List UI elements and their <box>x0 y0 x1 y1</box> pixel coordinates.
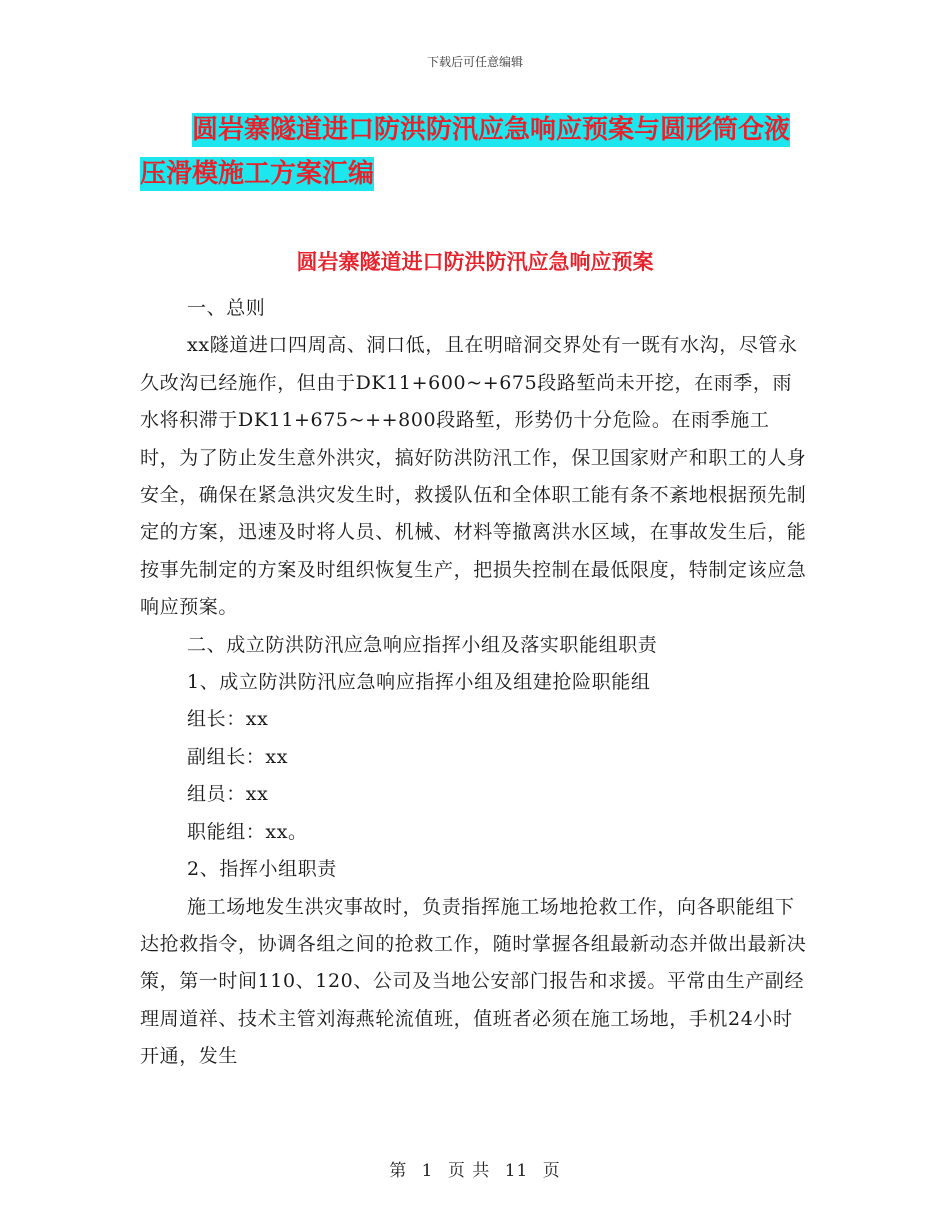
header-note: 下载后可任意编辑 <box>426 55 523 69</box>
title-line-2: 压滑模施工方案汇编 <box>140 159 375 189</box>
document-title <box>140 108 820 196</box>
paragraph-duties: 施工场地发生洪灾事故时，负责指挥施工场地抢救工作，向各职能组下达抢救指令，协调各组之间的抢救工作，随时掌握各组最新动态并做出最新决策，第一时间110、120、公司及当地公安部门报告和求援。平常由生产副经理周道祥、技术主管刘海燕轮流值班，值班者必须在施工场地，手机24小时开通，发生 <box>140 895 807 1068</box>
heading-general: 一、总则 <box>187 297 266 319</box>
functional-group-line: 职能组：xx。 <box>187 820 308 843</box>
section-title: 圆岩寨隧道进口防洪防汛应急响应预案 <box>296 250 654 274</box>
heading-command-group: 二、成立防洪防汛应急响应指挥小组及落实职能组职责 <box>187 633 658 656</box>
footer-mid: 页 共 <box>447 1161 491 1181</box>
deputy-leader-line: 副组长：xx <box>187 745 289 768</box>
page-number: 1 <box>421 1161 434 1181</box>
footer-prefix: 第 <box>389 1161 408 1181</box>
paragraph-general: xx隧道进口四周高、洞口低，且在明暗洞交界处有一既有水沟，尽管永久改沟已经施作，但由于DK11+600~+675段路堑尚未开挖，在雨季，雨水将积滞于DK11+675~++800段路堑，形势仍十分危险。在雨季施工时，为了防止发生意外洪灾，搞好防洪防汛工作，保卫国家财产和职工的人身安全，确保在紧急洪灾发生时，救援队伍和全体职工能有条不紊地根据预先制定的方案，迅速及时将人员、机械、材料等撤离洪水区域，在事故发生后，能按事先制定的方案及时组织恢复生产，把损失控制在最低限度，特制定该应急响应预案。 <box>140 334 807 619</box>
subheading-duties: 2、指挥小组职责 <box>187 858 337 881</box>
page-total: 11 <box>504 1161 529 1181</box>
document-body <box>140 290 808 1076</box>
title-line-1: 圆岩寨隧道进口防洪防汛应急响应预案与圆形筒仓液 <box>192 115 791 145</box>
subheading-establish: 1、成立防洪防汛应急响应指挥小组及组建抢险职能组 <box>187 671 651 694</box>
page-footer <box>0 1156 950 1181</box>
leader-line: 组长：xx <box>187 708 269 731</box>
members-line: 组员：xx <box>187 783 269 806</box>
footer-suffix: 页 <box>542 1161 561 1181</box>
